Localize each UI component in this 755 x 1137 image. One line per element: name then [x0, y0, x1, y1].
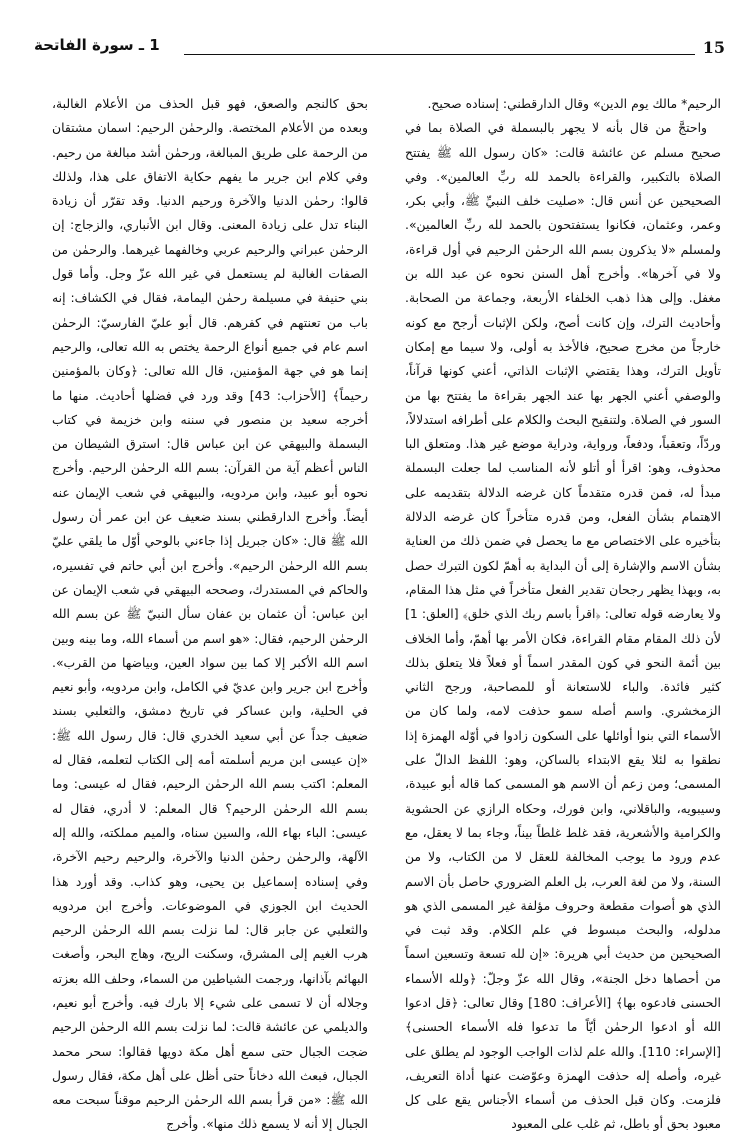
paragraph: الرحيم* مالك يوم الدين» وقال الدارقطني: إسناده صحيح.	[427, 96, 721, 111]
surah-title: 1 ـ سورة الفاتحة	[34, 36, 160, 54]
left-text-column	[52, 92, 368, 1137]
page-number: 15	[702, 38, 725, 57]
right-text-column	[405, 92, 721, 1137]
header-rule	[184, 54, 695, 55]
paragraph: واحتجَّ من قال بأنه لا يجهر بالبسملة في الصلاة بما في صحيح مسلم عن عائشة قالت: «كان رسول الله ﷺ يفتتح الصلاة بالتكبير، والقراءة بالحمد لله ربِّ العالمين». وفي الصحيحين عن أنس قال: «صليت خلف النبيِّ ﷺ، وأبي بكر، وعمر، وعثمان، فكانوا يستفتحون بالحمد لله ربِّ العالمين». ولمسلم «لا يذكرون بسم الله الرحمٰن الرحيم في أول قراءة، ولا في آخرها». وأخرج أهل السنن نحوه عن عبد الله بن مغفل. وإلى هذا ذهب الخلفاء الأربعة، وجماعة من الصحابة. وأحاديث الترك، وإن كانت أصح، ولكن الإثبات أرجح مع كونه خارجاً من مخرج صحيح، فالأخذ به أولى، ولا سيما مع إمكان تأويل الترك، وهذا يقتضي الإثبات الذاتي، أعني كونها قرآناً، والوصفي أعني الجهر بها عند الجهر بقراءة ما يفتتح بها من السور في الصلاة. ولتنقيح البحث والكلام على أطرافه استدلالاً، وردّاً، وتعقباً، ودفعاً، ورواية، ودراية موضع غير هذا. ومتعلق البا محذوف، وهو: اقرأ أو أتلو لأنه المناسب لما جعلت البسملة مبدأ له، فمن قدره متقدماً كان غرضه الدلالة بتقديمه على الاهتمام بشأن الفعل، ومن قدره متأخراً كان غرضه الدلالة بتأخيره على الاختصاص مع ما يحصل في ضمن ذلك من العناية بشأن الاسم والإشارة إلى أن البداية به أهمّ لكون التبرك حصل به، وبهذا يظهر رجحان تقدير الفعل متأخراً في مثل هذا المقام، ولا يعارضه قوله تعالى: ﴿اقرأ باسم ربك الذي خلق﴾ [العلق: 1] لأن ذلك المقام مقام القراءة، فكان الأمر بها أهمّ، وأما الخلاف بين أئمة النحو في كون المقدر اسماً أو فعلاً فلا يتعلق بذلك كثير فائدة. والباء للاستعانة أو للمصاحبة، ورجح الثاني الزمخشري. واسم أصله سمو حذفت لامه، ولما كان من الأسماء التي بنوا أوائلها على السكون زادوا في أوّله الهمزة إذا نطقوا به لئلا يقع الابتداء بالساكن، وهو: اللفظ الدالّ على المسمى؛ ومن زعم أن الاسم هو المسمى كما قاله أبو عبيدة، وسيبويه، والباقلاني، وابن فورك، وحكاه الرازي عن الحشوية والكرامية والأشعرية، فقد غلط غلطاً بيناً، وجاء بما لا يعقل، مع عدم ورود ما يوجب المخالفة للعقل لا من الكتاب، ولا من السنة، ولا من لغة العرب، بل العلم الضروري حاصل بأن الاسم الذي هو أصوات مقطعة وحروف مؤلفة غير المسمى الذي هو مدلوله، والبحث مبسوط في علم الكلام. وقد ثبت في الصحيحين من حديث أبي هريرة: «إن لله تسعة وتسعين اسماً من أحصاها دخل الجنة»، وقال الله عزّ وجلّ: ﴿ولله الأسماء الحسنى فادعوه بها﴾ [الأعراف: 180] وقال تعالى: ﴿قل ادعوا الله أو ادعوا الرحمٰن أيّاً ما تدعوا فله الأسماء الحسنى﴾ [الإسراء: 110]. والله علم لذات الواجب الوجود لم يطلق على غيره، وأصله إله حذفت الهمزة وعوّضت عنها أداة التعريف، فلزمت. وكان قبل الحذف من أسماء الأجناس يقع على كل معبود بحق أو باطل، ثم غلب على المعبود	[405, 120, 721, 1132]
paragraph: بحق كالنجم والصعق، فهو قبل الحذف من الأعلام الغالبة، وبعده من الأعلام المختصة. والرحمٰن الرحيم: اسمان مشتقان من الرحمة على طريق المبالغة، ورحمٰن أشد مبالغة من رحيم. وفي كلام ابن جرير ما يفهم حكاية الاتفاق على هذا، ولذلك قالوا: رحمٰن الدنيا والآخرة ورحيم الدنيا. وقد تقرّر أن زيادة البناء تدل على زيادة المعنى. وقال ابن الأنباري، والزجاج: إن الرحمٰن عبراني والرحيم عربي وخالفهما غيرهما. والرحمٰن من الصفات الغالبة لم يستعمل في غير الله عزّ وجل. وأما قول بني حنيفة في مسيلمة رحمٰن اليمامة، فقال في الكشاف: إنه باب من تعنتهم في كفرهم. قال أبو عليّ الفارسيّ: الرحمٰن اسم عام في جميع أنواع الرحمة يختص به الله تعالى، والرحيم إنما هو في جهة المؤمنين، قال الله تعالى: ﴿وكان بالمؤمنين رحيماً﴾ [الأحزاب: 43] وقد ورد في فضلها أحاديث. منها ما أخرجه سعيد بن منصور في سننه وابن خزيمة في كتاب البسملة والبيهقي عن ابن عباس قال: استرق الشيطان من الناس أعظم آية من القرآن: بسم الله الرحمٰن الرحيم. وأخرج نحوه أبو عبيد، وابن مردويه، والبيهقي في شعب الإيمان عنه أيضاً. وأخرج الدارقطني بسند ضعيف عن ابن عمر أن رسول الله ﷺ قال: «كان جبريل إذا جاءني بالوحي أوّل ما يلقي عليّ بسم الله الرحمٰن الرحيم». وأخرج ابن أبي حاتم في تفسيره، والحاكم في المستدرك، وصححه البيهقي في شعب الإيمان عن ابن عباس: أن عثمان بن عفان سأل النبيّ ﷺ عن بسم الله الرحمٰن الرحيم، فقال: «هو اسم من أسماء الله، وما بينه وبين اسم الله الأكبر إلا كما بين سواد العين، وبياضها من القرب». وأخرج ابن جرير وابن عديّ في الكامل، وابن مردويه، وأبو نعيم في الحلية، وابن عساكر في تاريخ دمشق، والثعلبي بسند ضعيف جداً عن أبي سعيد الخدري قال: قال رسول الله ﷺ: «إن عيسى ابن مريم أسلمته أمه إلى الكتاب لتعلمه، فقال له المعلم: اكتب بسم الله الرحمٰن الرحيم، فقال له عيسى: وما بسم الله الرحمٰن الرحيم؟ قال المعلم: لا أدري، فقال له عيسى: الباء بهاء الله، والسين سناه، والميم مملكته، والله إله الآلهة، والرحمٰن رحمٰن الدنيا والآخرة، والرحيم رحيم الآخرة، وفي إسناده إسماعيل بن يحيى، وهو كذاب. وقد أورد هذا الحديث ابن الجوزي في الموضوعات. وأخرج ابن مردويه والثعلبي عن جابر قال: لما نزلت بسم الله الرحمٰن الرحيم هرب الغيم إلى المشرق، وسكنت الريح، وهاج البحر، وأصغت البهائم بآذانها، ورجمت الشياطين من السماء، وحلف الله بعزته وجلاله أن لا تسمى على شيء إلا بارك فيه. وأخرج أبو نعيم، والديلمي عن عائشة قالت: لما نزلت بسم الله الرحمٰن الرحيم ضجت الجبال حتى سمع أهل مكة دويها فقالوا: سحر محمد الجبال، فبعث الله دخاناً حتى أظل على أهل مكة، فقال رسول الله ﷺ: «من قرأ بسم الله الرحمٰن الرحيم موقناً سبحت معه الجبال إلا أنه لا يسمع ذلك منها». وأخرج	[52, 96, 368, 1132]
page-header	[34, 38, 725, 64]
